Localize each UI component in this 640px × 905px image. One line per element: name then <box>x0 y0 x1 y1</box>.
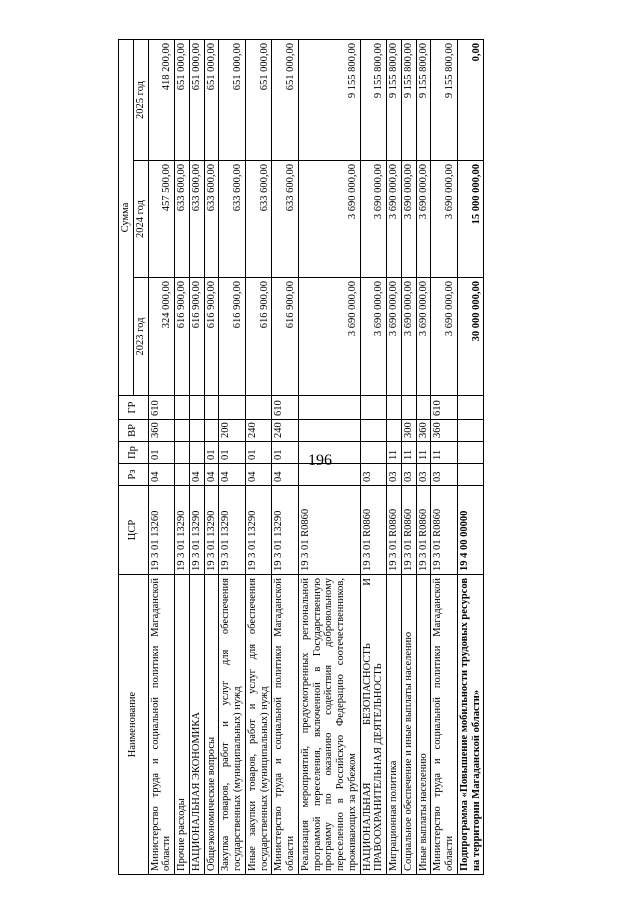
cell-vr <box>360 420 387 442</box>
cell-gr <box>401 396 416 420</box>
cell-2023: 616 900,00 <box>175 278 190 396</box>
cell-rz <box>175 464 190 486</box>
cell-pr: 01 <box>148 442 175 464</box>
cell-name: Закупка товаров, работ и услуг для обеспечения государственных (муниципальных) нужд <box>219 575 246 875</box>
cell-rz <box>457 464 484 486</box>
cell-name: Подпрограмма «Повышение мобильности трудовых ресурсов на территории Магаданской области» <box>457 575 484 875</box>
table-row <box>298 39 360 874</box>
table-row <box>175 39 190 874</box>
cell-vr: 360 <box>148 420 175 442</box>
cell-2024: 633 600,00 <box>189 161 204 278</box>
cell-name: НАЦИОНАЛЬНАЯ ЭКОНОМИКА <box>189 575 204 875</box>
cell-csr: 19 3 01 13290 <box>219 486 246 575</box>
cell-2023: 3 690 000,00 <box>387 278 402 396</box>
rotated-table-wrapper <box>118 40 535 875</box>
cell-gr: 610 <box>431 396 458 420</box>
cell-name: Министерство труда и социальной политики Магаданской области <box>148 575 175 875</box>
cell-2023: 3 690 000,00 <box>416 278 431 396</box>
cell-name: Социальное обеспечение и иные выплаты населению <box>401 575 416 875</box>
header-sum: Сумма <box>119 39 134 395</box>
cell-2025: 651 000,00 <box>219 39 246 160</box>
header-row-1 <box>119 39 134 874</box>
cell-gr: 610 <box>148 396 175 420</box>
table-row <box>416 39 431 874</box>
cell-gr <box>416 396 431 420</box>
cell-vr <box>387 420 402 442</box>
cell-name: Министерство труда и социальной политики Магаданской области <box>272 575 299 875</box>
cell-2025: 651 000,00 <box>175 39 190 160</box>
cell-pr <box>189 442 204 464</box>
header-vr: ВР <box>119 420 149 442</box>
table-row <box>360 39 387 874</box>
cell-pr <box>298 442 360 464</box>
cell-2024: 457 500,00 <box>148 161 175 278</box>
cell-vr: 240 <box>272 420 299 442</box>
header-pr: Пр <box>119 442 149 464</box>
cell-2024: 633 600,00 <box>245 161 272 278</box>
cell-pr <box>360 442 387 464</box>
cell-name: Министерство труда и социальной политики Магаданской области <box>431 575 458 875</box>
table-row <box>148 39 175 874</box>
cell-csr: 19 3 01 13290 <box>245 486 272 575</box>
cell-rz: 04 <box>272 464 299 486</box>
cell-pr: 11 <box>416 442 431 464</box>
cell-gr <box>298 396 360 420</box>
cell-2025: 9 155 800,00 <box>387 39 402 160</box>
cell-2023: 3 690 000,00 <box>401 278 416 396</box>
cell-rz: 03 <box>387 464 402 486</box>
cell-2025: 9 155 800,00 <box>401 39 416 160</box>
cell-2024: 633 600,00 <box>219 161 246 278</box>
cell-2025: 0,00 <box>457 39 484 160</box>
cell-csr: 19 3 01 R0860 <box>387 486 402 575</box>
table-row <box>272 39 299 874</box>
cell-2023: 3 690 000,00 <box>431 278 458 396</box>
cell-csr: 19 3 01 R0860 <box>401 486 416 575</box>
cell-2025: 651 000,00 <box>189 39 204 160</box>
cell-pr: 11 <box>401 442 416 464</box>
cell-2024: 3 690 000,00 <box>401 161 416 278</box>
cell-vr: 300 <box>401 420 416 442</box>
table-row <box>204 39 219 874</box>
cell-gr: 610 <box>272 396 299 420</box>
page-number: 196 <box>308 452 332 469</box>
cell-vr <box>298 420 360 442</box>
cell-2024: 633 600,00 <box>175 161 190 278</box>
cell-2024: 3 690 000,00 <box>387 161 402 278</box>
cell-gr <box>219 396 246 420</box>
table-row <box>457 39 484 874</box>
cell-csr: 19 4 00 00000 <box>457 486 484 575</box>
header-gr: ГР <box>119 396 149 420</box>
cell-csr: 19 3 01 13290 <box>175 486 190 575</box>
cell-2023: 616 900,00 <box>272 278 299 396</box>
cell-name: НАЦИОНАЛЬНАЯ БЕЗОПАСНОСТЬ И ПРАВООХРАНИТЕЛЬНАЯ ДЕЯТЕЛЬНОСТЬ <box>360 575 387 875</box>
cell-2024: 3 690 000,00 <box>360 161 387 278</box>
cell-2023: 616 900,00 <box>219 278 246 396</box>
cell-2024: 3 690 000,00 <box>416 161 431 278</box>
cell-csr: 19 3 01 13290 <box>189 486 204 575</box>
cell-2025: 9 155 800,00 <box>416 39 431 160</box>
cell-rz <box>298 464 360 486</box>
cell-csr: 19 3 01 R0860 <box>298 486 360 575</box>
header-name: Наименование <box>119 575 149 875</box>
cell-vr <box>175 420 190 442</box>
cell-gr <box>204 396 219 420</box>
cell-gr <box>175 396 190 420</box>
cell-name: Реализация мероприятий, предусмотренных региональной программой переселения, включенной в Государственную программу по оказанию содействия добровольному переселению в Российскую Федерацию соотечественников, проживающих за рубежом <box>298 575 360 875</box>
table-row <box>245 39 272 874</box>
table-row <box>431 39 458 874</box>
cell-rz: 04 <box>245 464 272 486</box>
cell-name: Иные выплаты населению <box>416 575 431 875</box>
cell-csr: 19 3 01 13260 <box>148 486 175 575</box>
cell-name: Прочие расходы <box>175 575 190 875</box>
cell-vr: 200 <box>219 420 246 442</box>
cell-2023: 616 900,00 <box>245 278 272 396</box>
cell-vr: 240 <box>245 420 272 442</box>
cell-2024: 633 600,00 <box>204 161 219 278</box>
cell-2023: 3 690 000,00 <box>360 278 387 396</box>
cell-vr <box>189 420 204 442</box>
cell-pr: 01 <box>245 442 272 464</box>
cell-2025: 418 200,00 <box>148 39 175 160</box>
cell-rz: 04 <box>189 464 204 486</box>
cell-vr <box>457 420 484 442</box>
cell-pr: 11 <box>431 442 458 464</box>
cell-csr: 19 3 01 R0860 <box>416 486 431 575</box>
cell-2025: 9 155 800,00 <box>431 39 458 160</box>
cell-vr: 360 <box>431 420 458 442</box>
cell-name: Миграционная политика <box>387 575 402 875</box>
cell-2023: 616 900,00 <box>204 278 219 396</box>
cell-pr: 01 <box>272 442 299 464</box>
cell-2023: 30 000 000,00 <box>457 278 484 396</box>
cell-rz: 04 <box>204 464 219 486</box>
cell-csr: 19 3 01 R0860 <box>431 486 458 575</box>
cell-2024: 3 690 000,00 <box>431 161 458 278</box>
header-csr: ЦСР <box>119 486 149 575</box>
cell-pr: 01 <box>204 442 219 464</box>
cell-rz: 04 <box>219 464 246 486</box>
cell-rz: 04 <box>148 464 175 486</box>
cell-rz: 03 <box>416 464 431 486</box>
table-row <box>219 39 246 874</box>
cell-pr <box>457 442 484 464</box>
header-2024: 2024 год <box>133 161 148 278</box>
cell-pr: 11 <box>387 442 402 464</box>
cell-name: Общеэкономические вопросы <box>204 575 219 875</box>
cell-csr: 19 3 01 13290 <box>204 486 219 575</box>
cell-rz: 03 <box>360 464 387 486</box>
cell-2025: 9 155 800,00 <box>298 39 360 160</box>
cell-2025: 651 000,00 <box>245 39 272 160</box>
header-2023: 2023 год <box>133 278 148 396</box>
cell-2023: 3 690 000,00 <box>298 278 360 396</box>
cell-gr <box>245 396 272 420</box>
cell-2025: 9 155 800,00 <box>360 39 387 160</box>
table-row <box>401 39 416 874</box>
cell-csr: 19 3 01 R0860 <box>360 486 387 575</box>
cell-rz: 03 <box>431 464 458 486</box>
budget-table <box>118 39 484 875</box>
cell-gr <box>189 396 204 420</box>
table-row <box>387 39 402 874</box>
cell-rz: 03 <box>401 464 416 486</box>
cell-name: Иные закупки товаров, работ и услуг для обеспечения государственных (муниципальных) нужд <box>245 575 272 875</box>
cell-2025: 651 000,00 <box>272 39 299 160</box>
table-row <box>189 39 204 874</box>
cell-gr <box>360 396 387 420</box>
cell-csr: 19 3 01 13290 <box>272 486 299 575</box>
cell-gr <box>457 396 484 420</box>
header-rz: Рз <box>119 464 149 486</box>
cell-vr <box>204 420 219 442</box>
cell-2023: 324 000,00 <box>148 278 175 396</box>
cell-pr <box>175 442 190 464</box>
cell-gr <box>387 396 402 420</box>
header-2025: 2025 год <box>133 39 148 160</box>
cell-pr: 01 <box>219 442 246 464</box>
cell-2024: 3 690 000,00 <box>298 161 360 278</box>
cell-2023: 616 900,00 <box>189 278 204 396</box>
cell-2024: 15 000 000,00 <box>457 161 484 278</box>
cell-2025: 651 000,00 <box>204 39 219 160</box>
cell-vr: 360 <box>416 420 431 442</box>
cell-2024: 633 600,00 <box>272 161 299 278</box>
